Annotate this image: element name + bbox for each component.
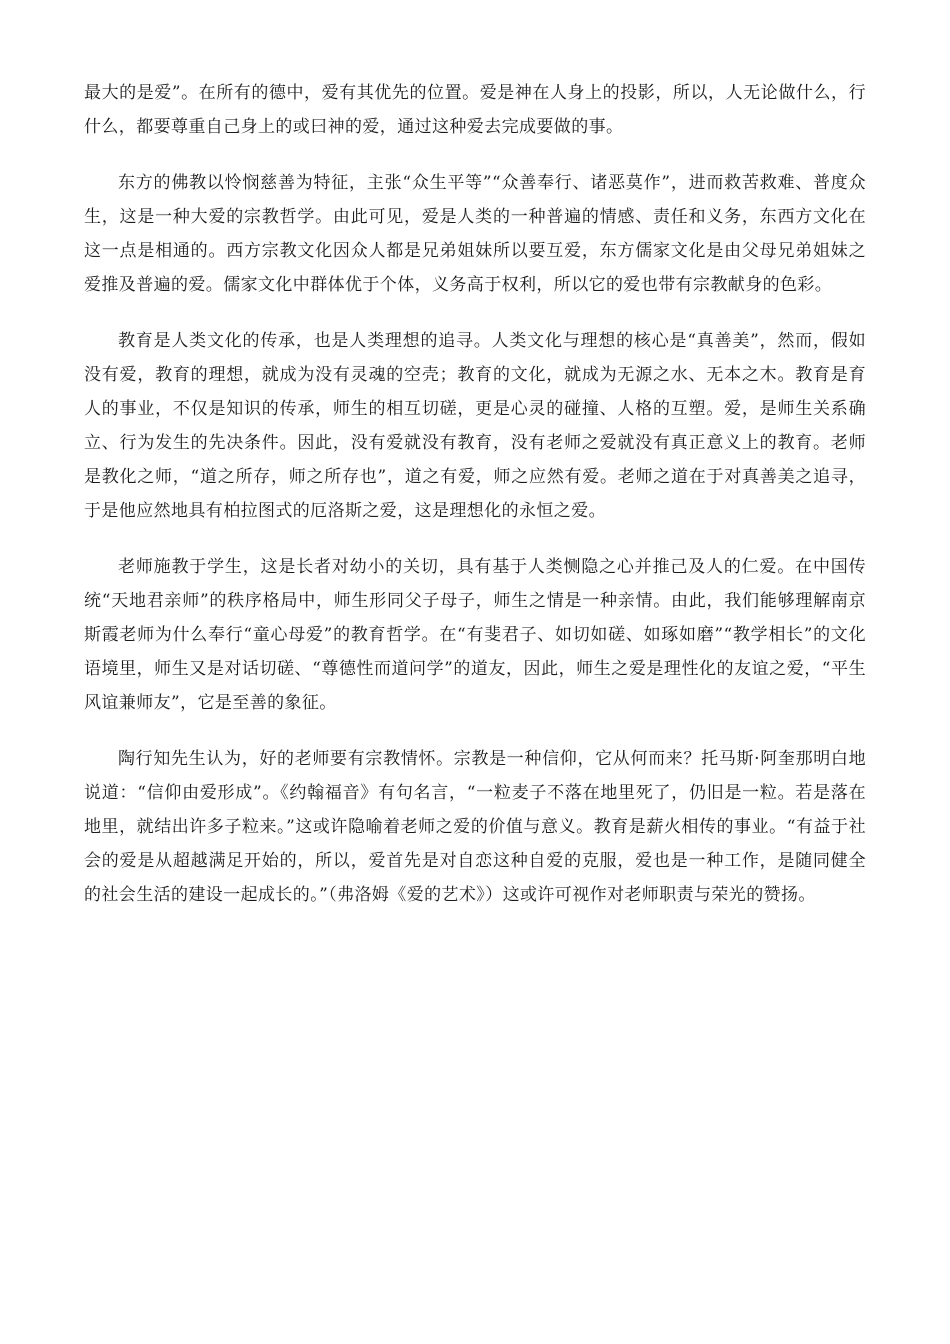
paragraph-education: 教育是人类文化的传承，也是人类理想的追寻。人类文化与理想的核心是“真善美”，然而，假如没有爱，教育的理想，就成为没有灵魂的空壳；教育的文化，就成为无源之水、无本之木。教育是育人的事业，不仅是知识的传承，师生的相互切磋，更是心灵的碰撞、人格的互塑。爱，是师生关系确立、行为发生的先决条件。因此，没有爱就没有教育，没有老师之爱就没有真正意义上的教育。老师是教化之师，“道之所存，师之所存也”，道之有爱，师之应然有爱。老师之道在于对真善美之追寻，于是他应然地具有柏拉图式的厄洛斯之爱，这是理想化的永恒之爱。	[84, 331, 866, 521]
document-body	[84, 76, 866, 934]
paragraph-buddhism: 东方的佛教以怜悯慈善为特征，主张“众生平等”“众善奉行、诸恶莫作”，进而救苦救难、普度众生，这是一种大爱的宗教哲学。由此可见，爱是人类的一种普遍的情感、责任和义务，东西方文化在这一点是相通的。西方宗教文化因众人都是兄弟姐妹所以要互爱，东方儒家文化是由父母兄弟姐妹之爱推及普遍的爱。儒家文化中群体优于个体，义务高于权利，所以它的爱也带有宗教献身的色彩。	[84, 173, 866, 295]
paragraph-teacher-love: 老师施教于学生，这是长者对幼小的关切，具有基于人类恻隐之心并推己及人的仁爱。在中国传统“天地君亲师”的秩序格局中，师生形同父子母子，师生之情是一种亲情。由此，我们能够理解南京斯霞老师为什么奉行“童心母爱”的教育哲学。在“有斐君子、如切如磋、如琢如磨”“教学相长”的文化语境里，师生又是对话切磋、“尊德性而道问学”的道友，因此，师生之爱是理性化的友谊之爱，“平生风谊兼师友”，它是至善的象征。	[84, 557, 866, 713]
paragraph-continuation: 最大的是爱”。在所有的德中，爱有其优先的位置。爱是神在人身上的投影，所以，人无论做什么，行什么，都要尊重自己身上的或曰神的爱，通过这种爱去完成要做的事。	[84, 83, 866, 137]
paragraph-religious-sentiment: 陶行知先生认为，好的老师要有宗教情怀。宗教是一种信仰，它从何而来？托马斯·阿奎那明白地说道：“信仰由爱形成”。《约翰福音》有句名言，“一粒麦子不落在地里死了，仍旧是一粒。若是落在地里，就结出许多子粒来。”这或许隐喻着老师之爱的价值与意义。教育是薪火相传的事业。“有益于社会的爱是从超越满足开始的，所以，爱首先是对自恋这种自爱的克服，爱也是一种工作，是随同健全的社会生活的建设一起成长的。”（弗洛姆《爱的艺术》）这或许可视作对老师职责与荣光的赞扬。	[84, 749, 866, 905]
